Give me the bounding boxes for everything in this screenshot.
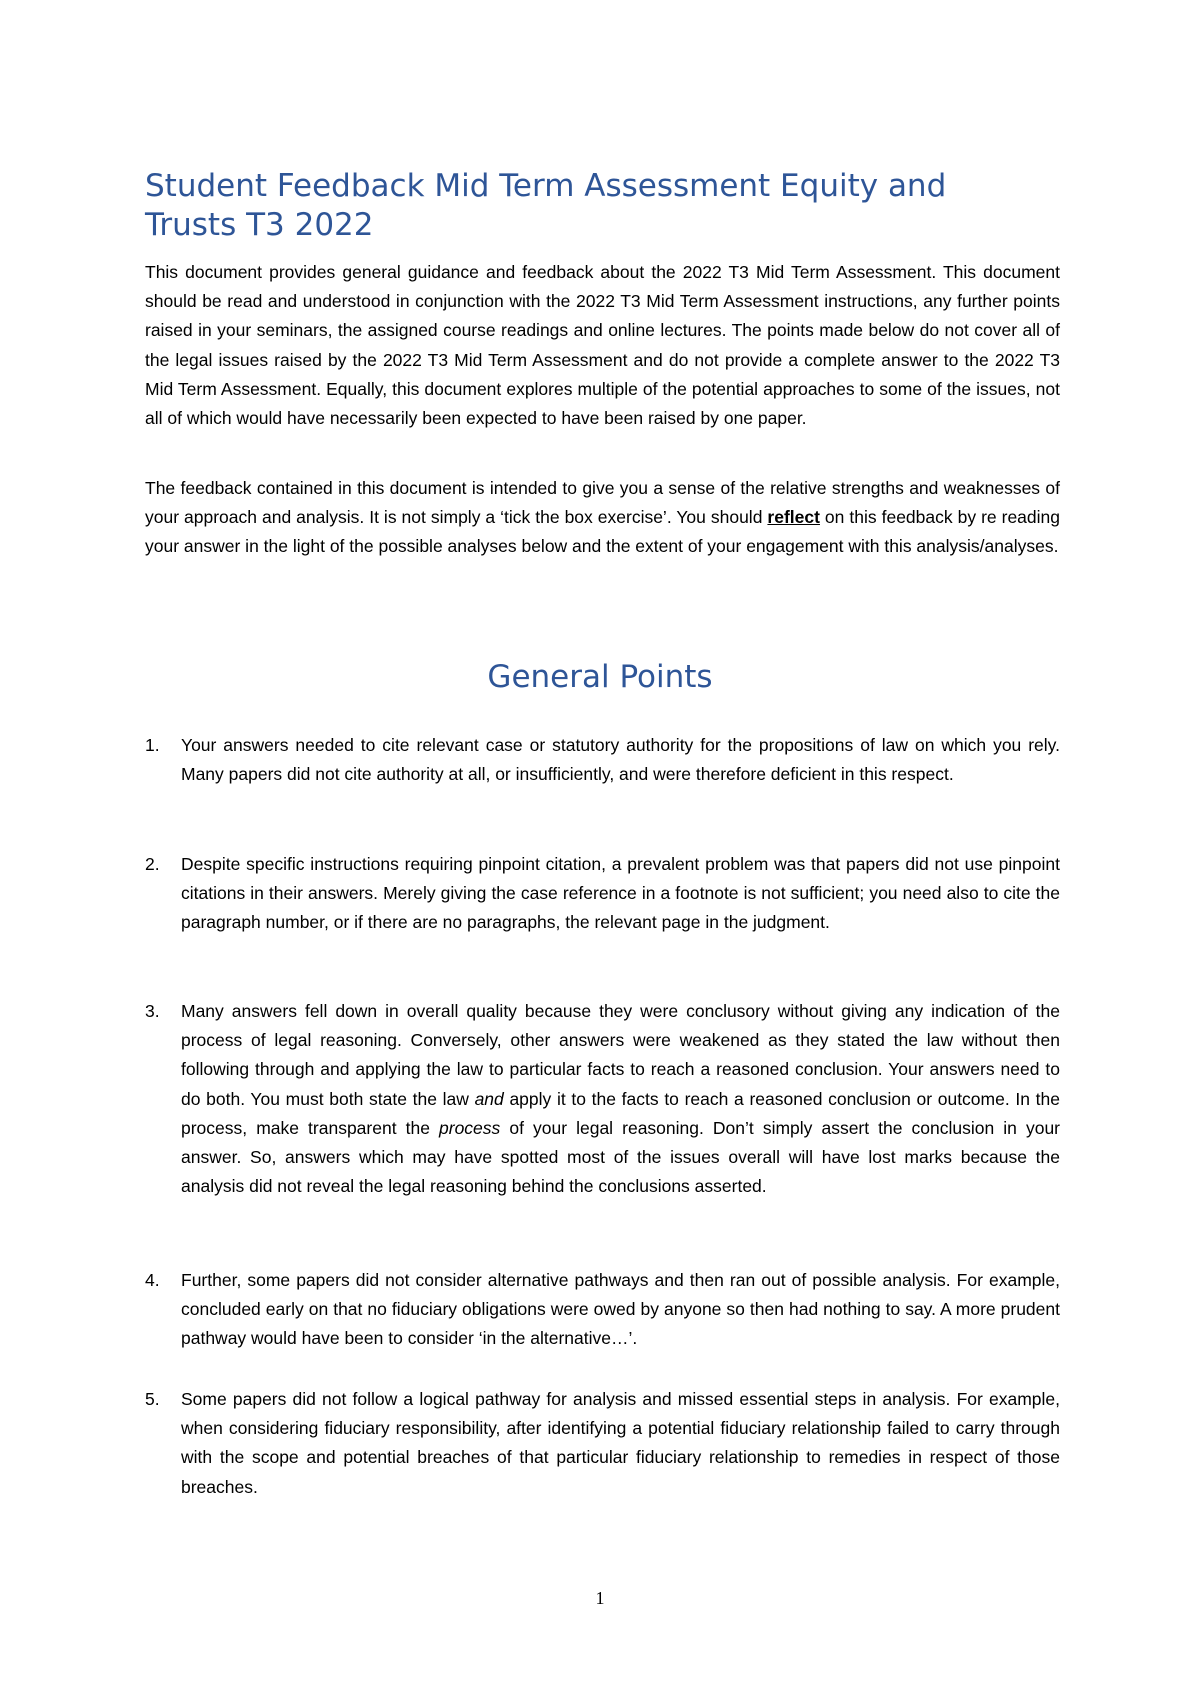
list-item-text: Further, some papers did not consider alternative pathways and then ran out of possible analysis. For example, concluded early on that no fiduciary obligations were owed by anyone so then had nothing to say. A more prudent pathway would have been to consider ‘in the alternative…’. bbox=[181, 1270, 1060, 1349]
point3-part2: apply it to the facts to reach a reasoned conclusion or outcome. In the process, make transparent the bbox=[181, 1088, 1060, 1138]
list-item-text bbox=[181, 997, 1060, 1201]
point3-italic-process: process bbox=[439, 1117, 501, 1138]
point3-part3: of your legal reasoning. Don’t simply assert the conclusion in your answer. So, answers which may have spotted most of the issues overall will have lost marks because the analysis did not reveal the legal reasoning behind the conclusions asserted. bbox=[181, 1117, 1061, 1197]
list-item-text: Some papers did not follow a logical pathway for analysis and missed essential steps in analysis. For example, when considering fiduciary responsibility, after identifying a potential fiduciary relationship failed to carry through with the scope and potential breaches of that particular fiduciary relationship to remedies in respect of those breaches. bbox=[181, 1389, 1060, 1497]
reflect-emphasis: reflect bbox=[767, 507, 820, 528]
list-item-text: Despite specific instructions requiring pinpoint citation, a prevalent problem was that papers did not use pinpoint citations in their answers. Merely giving the case reference in a footnote is not sufficient; you need also to cite the paragraph number, or if there are no paragraphs, the relevant page in the judgment. bbox=[181, 854, 1060, 933]
list-item-number: 3. bbox=[145, 1001, 160, 1021]
list-item-number: 5. bbox=[145, 1389, 160, 1409]
intro-paragraph: This document provides general guidance and feedback about the 2022 T3 Mid Term Assessment. This document should be read and understood in conjunction with the 2022 T3 Mid Term Assessment instructions, any further points raised in your seminars, the assigned course readings and online lectures. The points made below do not cover all of the legal issues raised by the 2022 T3 Mid Term Assessment and do not provide a complete answer to the 2022 T3 Mid Term Assessment. Equally, this document explores multiple of the potential approaches to some of the issues, not all of which would have necessarily been expected to have been raised by one paper. bbox=[145, 262, 1060, 429]
page-number: 1 bbox=[595, 1588, 605, 1608]
document-title: Student Feedback Mid Term Assessment Equity and Trusts T3 2022 bbox=[145, 168, 947, 243]
list-item-number: 1. bbox=[145, 735, 160, 755]
point3-italic-and: and bbox=[474, 1088, 504, 1109]
list-item-number: 2. bbox=[145, 854, 160, 874]
list-item-number: 4. bbox=[145, 1270, 160, 1290]
point3-part1: Many answers fell down in overall quality because they were conclusory without giving any indication of the process of legal reasoning. Conversely, other answers were weakened as they stated the law without then following through and applying the law to particular facts to reach a reasoned conclusion. Your answers need to do both. You must both state the law bbox=[181, 1001, 1060, 1109]
feedback-paragraph bbox=[145, 474, 1060, 562]
feedback-text-before: The feedback contained in this document is intended to give you a sense of the relative strengths and weaknesses of your approach and analysis. It is not simply a ‘tick the box exercise’. You should bbox=[145, 478, 1060, 528]
feedback-text-after: on this feedback by re reading your answer in the light of the possible analyses below and the extent of your engagement with this analysis/analyses. bbox=[145, 507, 1060, 557]
list-item-text: Your answers needed to cite relevant case or statutory authority for the propositions of law on which you rely. Many papers did not cite authority at all, or insufficiently, and were therefore deficient in this respect. bbox=[181, 735, 1060, 785]
section-heading: General Points bbox=[487, 659, 713, 695]
